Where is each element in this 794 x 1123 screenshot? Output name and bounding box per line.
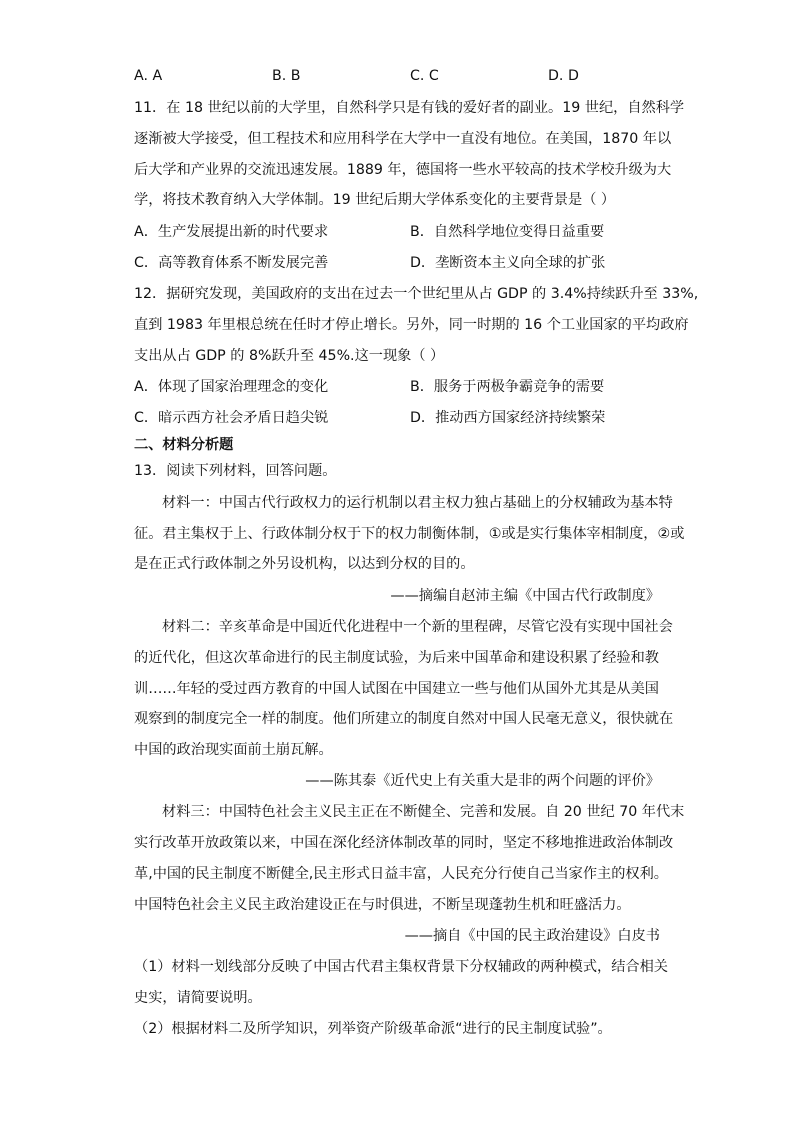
- q12-option-d: D．推动西方国家经济持续繁荣: [410, 410, 606, 426]
- q11-option-a: A．生产发展提出新的时代要求: [134, 224, 329, 240]
- material2-line: 中国的政治现实面前土崩瓦解。: [134, 742, 333, 758]
- sub-question-1: （1）材料一划线部分反映了中国古代君主集权背景下分权辅政的两种模式，结合相关: [134, 959, 668, 975]
- material2-line: 的近代化，但这次革命进行的民主制度试验，为后来中国革命和建设积累了经验和教: [134, 650, 659, 666]
- material2-line: 材料二：辛亥革命是中国近代化进程中一个新的里程碑，尽管它没有实现中国社会: [162, 619, 673, 635]
- q12-option-c: C．暗示西方社会矛盾日趋尖锐: [134, 410, 329, 426]
- q10-option-b: B. B: [272, 68, 301, 84]
- material3-line: 实行改革开放政策以来，中国在深化经济体制改革的同时，坚定不移地推进政治体制改: [134, 835, 674, 851]
- material3-line: 革,中国的民主制度不断健全,民主形式日益丰富，人民充分行使自己当家作主的权利。: [134, 866, 668, 882]
- material3-line: 材料三：中国特色社会主义民主正在不断健全、完善和发展。自 20 世纪 70 年代末: [162, 804, 685, 820]
- q10-option-d: D. D: [548, 68, 579, 84]
- q12-option-a: A．体现了国家治理理念的变化: [134, 379, 329, 395]
- q11-stem-line: 后大学和产业界的交流迅速发展。1889 年，德国将一些水平较高的技术学校升级为大: [134, 162, 672, 178]
- q11-stem-line: 学，将技术教育纳入大学体制。19 世纪后期大学体系变化的主要背景是（ ）: [134, 192, 616, 208]
- material2-source: ——陈其泰《近代史上有关重大是非的两个问题的评价》: [305, 773, 660, 789]
- material2-line: 训……年轻的受过西方教育的中国人试图在中国建立一些与他们从国外尤其是从美国: [134, 681, 659, 697]
- q10-option-a: A. A: [134, 68, 163, 84]
- sub-question-2: （2）根据材料二及所学知识，列举资产阶级革命派“进行的民主制度试验”。: [134, 1021, 612, 1037]
- q11-stem-line: 逐渐被大学接受，但工程技术和应用科学在大学中一直没有地位。在美国，1870 年以: [134, 131, 672, 147]
- q11-option-b: B．自然科学地位变得日益重要: [410, 224, 605, 240]
- material1-line: 征。君主集权于上、行政体制分权于下的权力制衡体制，①或是实行集体宰相制度，②或: [134, 526, 685, 542]
- q10-option-c: C. C: [410, 68, 439, 84]
- q11-option-d: D．垄断资本主义向全球的扩张: [410, 255, 606, 271]
- section-heading: 二、材料分析题: [134, 437, 234, 453]
- material1-line: 是在正式行政体制之外另设机构，以达到分权的目的。: [134, 556, 475, 572]
- material3-source: ——摘自《中国的民主政治建设》白皮书: [404, 928, 660, 944]
- material3-line: 中国特色社会主义民主政治建设正在与时俱进，不断呈现蓬勃生机和旺盛活力。: [134, 897, 631, 913]
- q12-stem-line: 支出从占 GDP 的 8%跃升至 45%.这一现象（ ）: [134, 348, 445, 364]
- q11-stem-line: 11．在 18 世纪以前的大学里，自然科学只是有钱的爱好者的副业。19 世纪，自然科学: [134, 100, 685, 116]
- q11-option-c: C．高等教育体系不断发展完善: [134, 255, 329, 271]
- material2-line: 观察到的制度完全一样的制度。他们所建立的制度自然对中国人民毫无意义，很快就在: [134, 711, 674, 727]
- material1-line: 材料一：中国古代行政权力的运行机制以君主权力独占基础上的分权辅政为基本特: [162, 495, 673, 511]
- q12-option-b: B．服务于两极争霸竞争的需要: [410, 379, 605, 395]
- sub-question-1-cont: 史实，请简要说明。: [134, 990, 262, 1006]
- q12-stem-line: 12．据研究发现，美国政府的支出在过去一个世纪里从占 GDP 的 3.4%持续跃升至 33%,: [134, 286, 699, 302]
- q13-intro: 13．阅读下列材料，回答问题。: [134, 463, 337, 479]
- material1-source: ——摘编自赵沛主编《中国古代行政制度》: [390, 588, 660, 604]
- q12-stem-line: 直到 1983 年里根总统在任时才停止增长。另外，同一时期的 16 个工业国家的平均政府: [134, 317, 689, 333]
